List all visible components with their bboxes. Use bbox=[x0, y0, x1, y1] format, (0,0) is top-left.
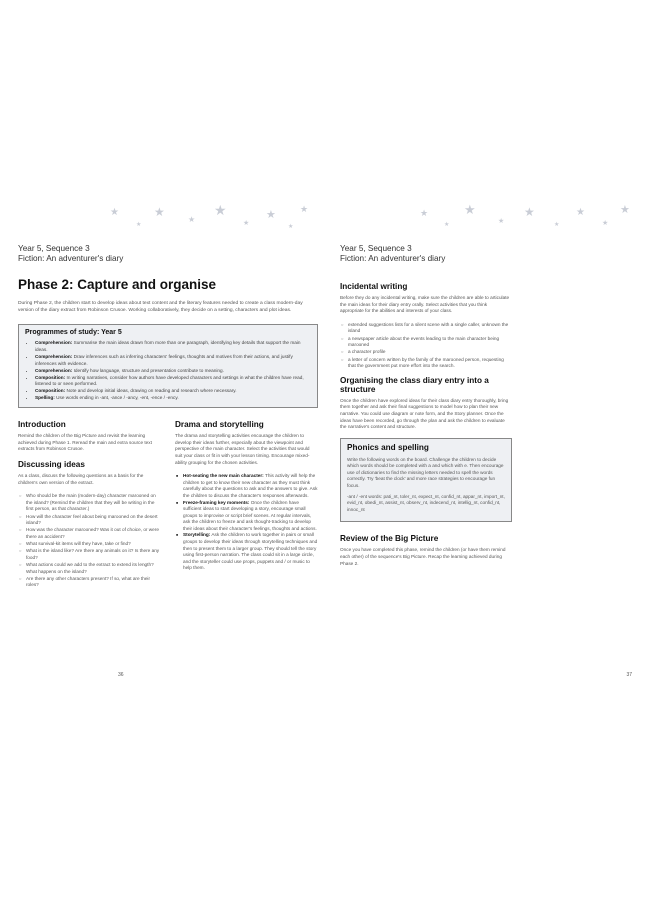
programmes-list bbox=[25, 340, 311, 402]
page-title: Phase 2: Capture and organise bbox=[18, 277, 217, 292]
programmes-of-study-box bbox=[18, 324, 318, 408]
phonics-box bbox=[340, 438, 512, 523]
incidental-item: ○ a character profile bbox=[348, 349, 512, 356]
question-item: ○ Who should be the main (modern-day) character marooned on the island? (Remind the children that they will be writing in the first person, as that character.) bbox=[26, 493, 161, 513]
programmes-heading: Programmes of study: Year 5 bbox=[25, 329, 122, 336]
incidental-item: ○ a letter of concern written by the family of the marooned person, requesting that the government put more effort into the search. bbox=[348, 357, 512, 370]
column-right bbox=[175, 420, 318, 595]
right-page bbox=[340, 203, 640, 682]
drama-text: The drama and storytelling activities encourage the children to develop their ideas further, especially about the viewpoint and perspective of the main character. Select the activities that would suit your class or fit in with your lesson timing. Encourage mixed-ability grouping for the chosen activities. bbox=[175, 433, 310, 465]
left-page bbox=[18, 203, 318, 682]
introduction-text: Remind the children of the Big Picture and revisit the learning achieved during Phase 1. Reread the main and extra source text extracts from Robinson Crusoe. bbox=[18, 433, 152, 452]
programme-item: • Comprehension: Identify how language, structure and presentation contribute to meaning. bbox=[35, 368, 311, 375]
phase-intro: During Phase 2, the children start to develop ideas about text content and the literary features needed to create a class modern-day version of the diary extract from Robinson Crusoe. Working collaboratively, they decide on a setting, characters and plot ideas. bbox=[18, 301, 303, 313]
question-item: ○ What actions could we add to the extract to extend its length? What happens on the island? bbox=[26, 562, 161, 575]
discussing-text: As a class, discuss the following questions as a basis for the children's own version of the extract. bbox=[18, 472, 144, 485]
incidental-item: ○ a newspaper article about the events leading to the main character being marooned bbox=[348, 336, 512, 349]
star-decoration: ★ ★ ★ ★ ★ ★ ★ ★ ★ bbox=[420, 203, 630, 228]
right-column bbox=[340, 282, 512, 567]
programme-item: • Composition: In writing narratives, consider how authors have developed characters and settings in what the children have read, listened to or seen performed. bbox=[35, 375, 311, 389]
activity-item: ■ Freeze-framing key moments: Once the children have sufficient ideas to start developing a story, encourage small groups to improvise or script brief scenes. At regular intervals, ask the children to freeze and ask thought-tracking to develop their ideas about their character's feelings, thoughts and actions. bbox=[183, 500, 318, 533]
activity-item: ■ Hot-seating the new main character: This activity will help the children to get to know their new character as they must think carefully about the questions to ask and the answers to give. Ask the children to discuss the character's responses afterwards. bbox=[183, 473, 318, 499]
programme-item: • Comprehension: Summarise the main ideas drawn from more than one paragraph, identifying key details that support the main ideas. bbox=[35, 340, 311, 354]
header-subject: Fiction: An adventurer's diary bbox=[340, 254, 446, 263]
activity-item: ■ Storytelling: Ask the children to work together in pairs or small groups to develop their ideas through storytelling techniques and then to present them to a larger group. They should tell the story using first-person narration. The class could sit in a large circle, and the storyteller could use props, puppets and / or music to help them. bbox=[183, 532, 318, 572]
organising-heading: Organising the class diary entry into a structure bbox=[340, 375, 489, 394]
question-item: ○ What survival-kit items will they have, take or find? bbox=[26, 541, 161, 548]
question-item: ○ What is the island like? Are there any animals on it? Is there any food? bbox=[26, 548, 161, 561]
column-left bbox=[18, 420, 161, 595]
incidental-item: ○ extended suggestions lists for a silent scene with a single caller, unknown the island bbox=[348, 322, 512, 335]
question-item: ○ How will the character feel about being marooned on the desert island? bbox=[26, 514, 161, 527]
header-year: Year 5, Sequence 3 bbox=[18, 244, 90, 253]
page-header bbox=[18, 244, 318, 264]
phonics-text: Write the following words on the board. Challenge the children to decide which words should be completed with a and which with e. Then encourage use of dictionaries to find the missing letters needed to spell the words correctly. Try 'beat the clock' and more race strategies to encourage fun focus. bbox=[347, 456, 504, 489]
question-item: ○ Are there any other characters present? If so, what are their roles? bbox=[26, 576, 161, 589]
review-text: Once you have completed this phase, remind the children (or have them remind each other) of the sequence's Big Picture. Recap the learning achieved during Phase 2. bbox=[340, 547, 506, 566]
phonics-words: -ant / -ent words: pati_nt, toler_nt, expect_nt, confid_nt, appar_nt, import_nt, evid_nt, obedi_nt, assist_nt, observ_nt, indecend_nt, intellig_nt, confid_nt, innoc_nt bbox=[347, 493, 505, 512]
review-heading: Review of the Big Picture bbox=[340, 534, 439, 544]
header-year: Year 5, Sequence 3 bbox=[340, 244, 412, 253]
header-subject: Fiction: An adventurer's diary bbox=[18, 254, 124, 263]
drama-activities bbox=[175, 473, 318, 572]
page-number: 37 bbox=[626, 672, 632, 678]
programme-item: • Spelling: Use words ending in -ant, -ance / -ancy, -ent, -ence / -ency. bbox=[35, 395, 311, 402]
star-decoration: ★ ★ ★ ★ ★ ★ ★ ★ ★ bbox=[110, 203, 309, 230]
drama-heading: Drama and storytelling bbox=[175, 420, 264, 430]
page-header bbox=[340, 244, 640, 264]
programme-item: • Comprehension: Draw inferences such as inferring characters' feelings, thoughts and motives from their actions, and justify inferences with evidence. bbox=[35, 354, 311, 368]
incidental-heading: Incidental writing bbox=[340, 282, 408, 291]
introduction-heading: Introduction bbox=[18, 420, 66, 430]
page-number: 36 bbox=[118, 672, 124, 678]
incidental-list bbox=[340, 322, 512, 370]
incidental-text: Before they do any incidental writing, make sure the children are able to articulate the main ideas for their diary entry orally. Select activities that you think appropriate for the abilities and interests of your class. bbox=[340, 295, 510, 314]
discussing-heading: Discussing ideas bbox=[18, 459, 85, 469]
programme-item: • Composition: Note and develop initial ideas, drawing on reading and research where necessary. bbox=[35, 388, 311, 395]
two-columns bbox=[18, 420, 318, 595]
question-item: ○ How was the character marooned? Was it out of choice, or were there an accident? bbox=[26, 527, 161, 540]
organising-text: Once the children have explored ideas for their class diary entry thoroughly, bring them together and ask their final suggestions to model how to plan their new narrative. You could use diagram or note form, and the Story planner. Once the ideas have been recorded, go through the plan and ask the children to evaluate the narrative's content and structure. bbox=[340, 397, 509, 430]
discussion-questions bbox=[18, 493, 161, 589]
phonics-heading: Phonics and spelling bbox=[347, 442, 429, 452]
